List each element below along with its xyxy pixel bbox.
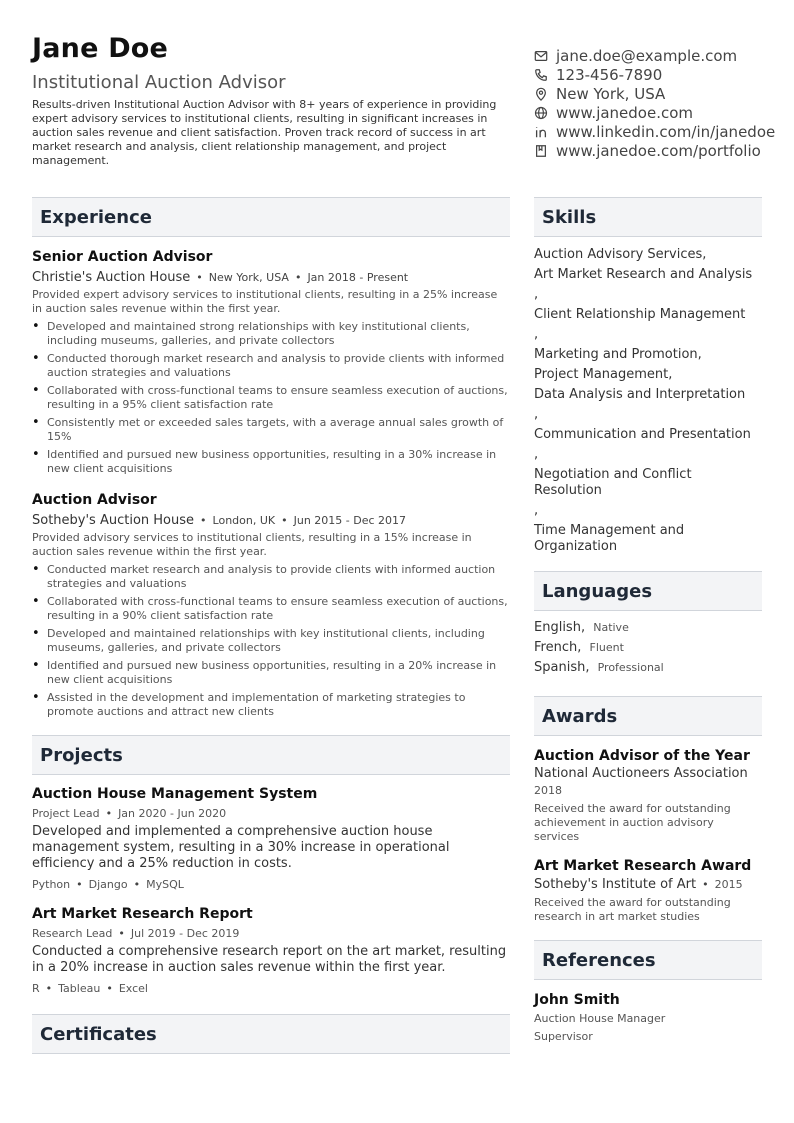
job-location: London, UK [212, 514, 276, 527]
skill-item: Time Management and Organization [534, 523, 685, 554]
project-tech: R • Tableau • Excel [32, 982, 148, 995]
reference-position: Auction House Manager [534, 1012, 666, 1025]
contact-phone[interactable] [534, 65, 775, 84]
tech-tag: Django [88, 878, 128, 891]
job-bullet: • Identified and pursued new business opportunities, resulting in a 20% increase in new client acquisitions [32, 659, 510, 687]
experience-heading: Experience [32, 197, 510, 237]
award-year: 2015 [714, 878, 743, 891]
job-entry [32, 490, 510, 719]
job-title: Senior Auction Advisor [32, 249, 213, 265]
linkedin-icon [534, 125, 548, 139]
award-description: Received the award for outstanding achievement in auction advisory services [534, 802, 731, 843]
language-name: French, [534, 640, 582, 655]
skills-heading: Skills [534, 197, 762, 237]
contact-location-text: New York, USA [556, 84, 666, 103]
references-heading: References [534, 940, 762, 980]
project-role: Research Lead [32, 927, 113, 940]
project-dates: Jul 2019 - Dec 2019 [130, 927, 240, 940]
award-entry [534, 746, 762, 844]
contact-location [534, 84, 775, 103]
reference-name: John Smith [534, 992, 620, 1008]
job-bullets [32, 563, 510, 719]
job-bullet: • Conducted thorough market research and analysis to provide clients with informed auction strategies and valuations [32, 352, 510, 380]
tech-tag: Python [32, 878, 71, 891]
job-dates: Jan 2018 - Present [307, 271, 409, 284]
skill-item: Data Analysis and Interpretation [534, 387, 746, 402]
award-title: Auction Advisor of the Year [534, 748, 750, 764]
language-item [534, 658, 762, 678]
language-level: Professional [597, 661, 664, 674]
project-entry [32, 904, 510, 998]
job-description: Provided advisory services to institutional clients, resulting in a 15% increase in auction sales revenue within the first year. [32, 531, 472, 558]
location-icon [534, 87, 548, 101]
tech-tag: Tableau [58, 982, 101, 995]
skill-item: Client Relationship Management [534, 307, 746, 322]
right-column [534, 197, 762, 1046]
skill-item: Communication and Presentation [534, 427, 751, 442]
award-organization: National Auctioneers Association [534, 766, 748, 781]
reference-relationship: Supervisor [534, 1030, 593, 1043]
project-meta: Research Lead • Jul 2019 - Dec 2019 [32, 927, 240, 940]
skill-item: Auction Advisory Services, [534, 247, 707, 262]
job-meta: Sotheby's Auction House • London, UK • Jun 2015 - Dec 2017 [32, 513, 407, 528]
project-title: Art Market Research Report [32, 906, 253, 922]
awards-heading: Awards [534, 696, 762, 736]
contact-phone-text: 123-456-7890 [556, 65, 663, 84]
language-level: Native [593, 621, 629, 634]
tech-tag: Excel [118, 982, 148, 995]
skill-item: , [534, 287, 539, 302]
summary: Results-driven Institutional Auction Advisor with 8+ years of experience in providing expert advisory services to institutional clients, resulting in significant increases in auction sales revenue and client satisfaction. Proven track record of success in art market research and analysis, client relationship management, and project management. [32, 98, 497, 167]
skill-item: , [534, 407, 539, 422]
project-role: Project Lead [32, 807, 100, 820]
job-bullet: • Collaborated with cross-functional teams to ensure seamless execution of auctions, resulting in a 90% client satisfaction rate [32, 595, 510, 623]
phone-icon [534, 68, 548, 82]
job-bullet: • Conducted market research and analysis to provide clients with informed auction strategies and valuations [32, 563, 510, 591]
job-bullet: • Developed and maintained relationships with key institutional clients, including museums, galleries, and private collectors [32, 627, 510, 655]
skill-item: Negotiation and Conflict Resolution [534, 467, 692, 498]
contact-website[interactable] [534, 103, 775, 122]
contact-email[interactable] [534, 46, 775, 65]
language-name: Spanish, [534, 660, 590, 675]
project-description: Conducted a comprehensive research report on the art market, resulting in a 20% increase in auction sales revenue within the first year. [32, 944, 507, 975]
projects-heading: Projects [32, 735, 510, 775]
project-description: Developed and implemented a comprehensive auction house management system, resulting in a 30% increase in operational efficiency and a 25% reduction in costs. [32, 824, 450, 871]
contact-linkedin-text: www.linkedin.com/in/janedoe [556, 122, 776, 141]
job-title: Auction Advisor [32, 492, 157, 508]
project-dates: Jan 2020 - Jun 2020 [118, 807, 227, 820]
job-company: Sotheby's Auction House [32, 513, 195, 528]
job-company: Christie's Auction House [32, 270, 191, 285]
award-organization: Sotheby's Institute of Art [534, 877, 697, 892]
job-dates: Jun 2015 - Dec 2017 [293, 514, 407, 527]
language-item [534, 618, 762, 638]
skill-item: Project Management, [534, 367, 673, 382]
award-year: 2018 [534, 784, 562, 797]
language-level: Fluent [589, 641, 624, 654]
skill-item: Art Market Research and Analysis [534, 267, 753, 282]
job-bullets [32, 320, 510, 476]
job-bullet: • Identified and pursued new business opportunities, resulting in a 30% increase in new client acquisitions [32, 448, 510, 476]
project-meta: Project Lead • Jan 2020 - Jun 2020 [32, 807, 227, 820]
award-organization-line: Sotheby's Institute of Art • 2015 [534, 877, 743, 892]
certificates-heading: Certificates [32, 1014, 510, 1054]
award-entry [534, 856, 762, 924]
skill-item: , [534, 447, 539, 462]
candidate-name: Jane Doe [32, 33, 169, 64]
email-icon [534, 49, 548, 63]
contact-email-text: jane.doe@example.com [556, 46, 738, 65]
skill-item: , [534, 503, 539, 518]
left-column [32, 197, 510, 1054]
contact-linkedin[interactable] [534, 122, 775, 141]
job-entry [32, 247, 510, 476]
contact-portfolio-text: www.janedoe.com/portfolio [556, 141, 761, 160]
contact-portfolio[interactable] [534, 141, 775, 160]
job-bullet: • Assisted in the development and implementation of marketing strategies to promote auctions and attract new clients [32, 691, 510, 719]
job-meta: Christie's Auction House • New York, USA • Jan 2018 - Present [32, 270, 409, 285]
language-item [534, 638, 762, 658]
job-description: Provided expert advisory services to institutional clients, resulting in a 25% increase in auction sales revenue within the first year. [32, 288, 498, 315]
job-bullet: • Collaborated with cross-functional teams to ensure seamless execution of auctions, resulting in a 95% client satisfaction rate [32, 384, 510, 412]
skills-list [534, 237, 762, 555]
award-description: Received the award for outstanding research in art market studies [534, 896, 731, 923]
language-name: English, [534, 620, 586, 635]
tech-tag: R [32, 982, 40, 995]
skill-item: Marketing and Promotion, [534, 347, 702, 362]
job-location: New York, USA [208, 271, 289, 284]
project-entry [32, 784, 510, 894]
job-bullet: • Consistently met or exceeded sales targets, with a average annual sales growth of 15% [32, 416, 510, 444]
portfolio-icon [534, 144, 548, 158]
tech-tag: MySQL [146, 878, 184, 891]
project-tech: Python • Django • MySQL [32, 878, 184, 891]
languages-heading: Languages [534, 571, 762, 611]
contact-list [534, 46, 775, 160]
languages-list [534, 611, 762, 678]
project-title: Auction House Management System [32, 786, 318, 802]
candidate-title: Institutional Auction Advisor [32, 72, 286, 93]
job-bullet: • Developed and maintained strong relationships with key institutional clients, including museums, galleries, and private collectors [32, 320, 510, 348]
contact-website-text: www.janedoe.com [556, 103, 694, 122]
skill-item: , [534, 327, 539, 342]
award-title: Art Market Research Award [534, 858, 752, 874]
globe-icon [534, 106, 548, 120]
